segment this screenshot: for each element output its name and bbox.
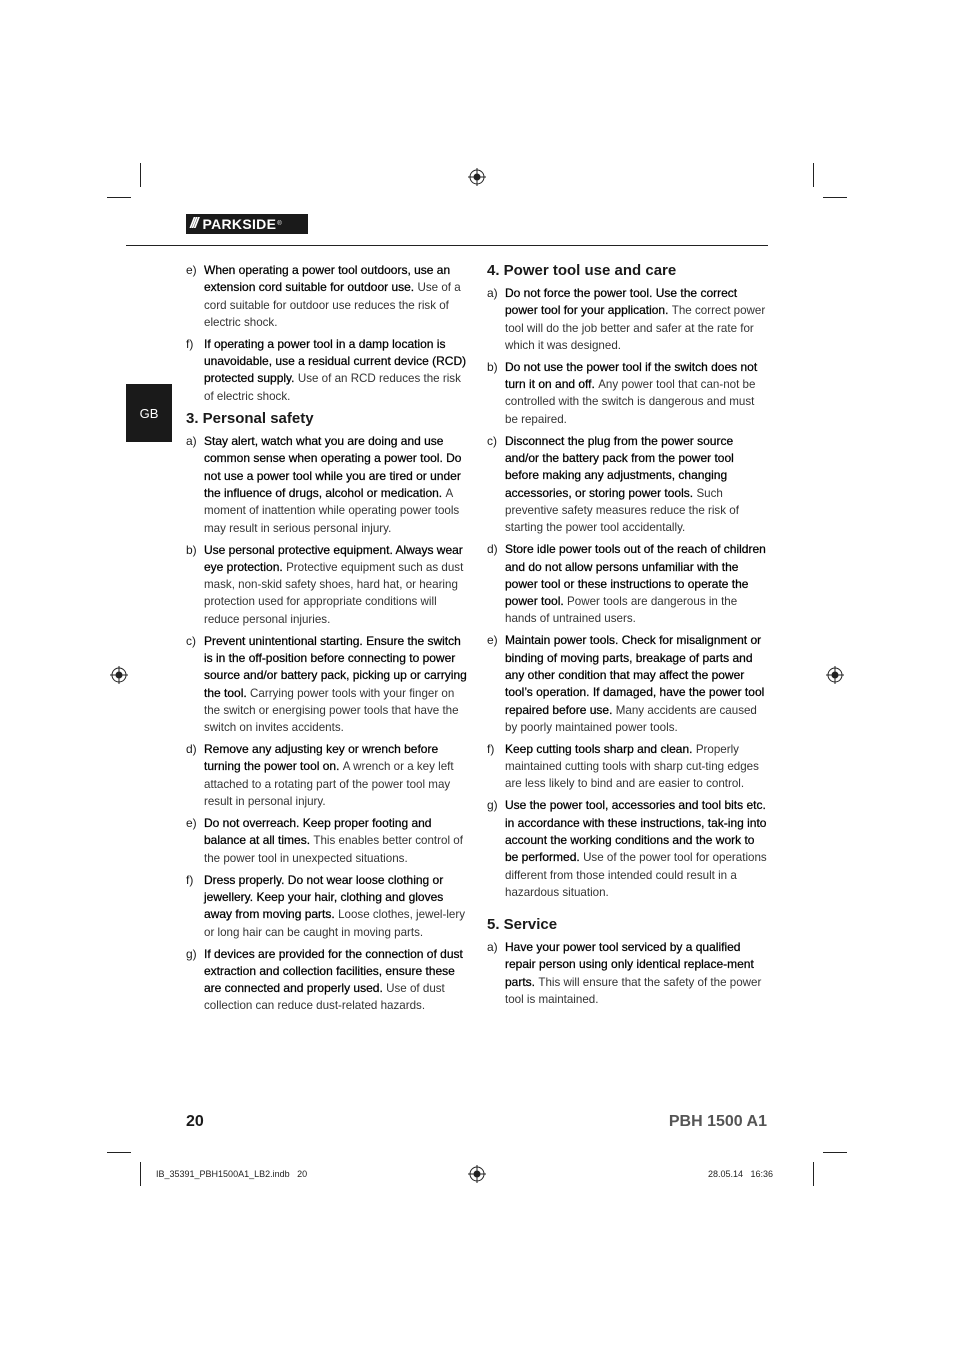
list-item — [186, 741, 468, 810]
item-explanation: A wrench or a key left attached to a rotating part of the power tool may result in personal injury. — [204, 760, 454, 809]
item-explanation: Use of an RCD reduces the risk of electric shock. — [204, 372, 461, 403]
item-label: a) — [186, 434, 197, 449]
registration-mark-icon — [468, 1165, 486, 1183]
registered-mark: ® — [277, 221, 282, 227]
item-instruction: Disconnect the plug from the power source and/or the battery pack from the power tool before making any adjustments, changing accessories, or storing power tools. — [505, 433, 734, 500]
item-instruction: Use personal protective equipment. Always wear eye protection. — [204, 542, 463, 574]
item-label: f) — [186, 872, 194, 887]
item-explanation: The correct power tool will do the job better and safer at the rate for which it was designed. — [505, 304, 766, 352]
header-rule — [126, 245, 768, 246]
item-instruction: When operating a power tool outdoors, use an extension cord suitable for outdoor use. — [204, 263, 451, 295]
list-item — [186, 433, 468, 537]
brand-logo — [186, 214, 308, 234]
item-instruction: Maintain power tools. Check for misalignment or binding of moving parts, breakage of parts and any other condition that may affect the power tool’s operation. If damaged, have the power tool repaired before use. — [505, 633, 765, 717]
list-item — [487, 359, 769, 428]
item-label: a) — [487, 939, 498, 954]
item-label: g) — [186, 946, 197, 961]
item-explanation: Many accidents are caused by poorly maintained power tools. — [505, 703, 757, 734]
item-explanation: Any power tool that can-not be controlled with the switch is dangerous and must be repaired. — [505, 378, 756, 426]
item-instruction: Store idle power tools out of the reach of children and do not allow persons unfamiliar with the power tool or these instructions to operate the power tool. — [505, 542, 766, 609]
item-instruction: Have your power tool serviced by a qualified repair person using only identical replace-ment parts. — [505, 939, 754, 989]
list-item — [186, 815, 468, 867]
page-number: 20 — [186, 1113, 204, 1130]
list-item — [487, 741, 769, 793]
item-explanation: This will ensure that the safety of the power tool is maintained. — [505, 975, 762, 1006]
item-label: c) — [186, 633, 196, 648]
item-label: d) — [487, 542, 498, 557]
list-item — [487, 433, 769, 537]
item-label: b) — [487, 359, 498, 374]
item-label: g) — [487, 798, 498, 813]
print-slug-file: IB_35391_PBH1500A1_LB2.indb 20 — [156, 1169, 308, 1179]
crop-mark — [140, 163, 141, 187]
item-explanation: Protective equipment such as dust mask, non-skid safety shoes, hard hat, or hearing protection used for appropriate conditions will reduce personal injuries. — [204, 560, 464, 626]
item-instruction: Prevent unintentional starting. Ensure the switch is in the off-position before connecting to power source and/or battery pack, picking up or carrying the tool. — [204, 633, 467, 700]
crop-mark — [107, 197, 131, 198]
list-item — [186, 336, 468, 405]
item-explanation: This enables better control of the power tool in unexpected situations. — [204, 834, 463, 865]
item-label: e) — [487, 633, 498, 648]
item-explanation: Carrying power tools with your finger on the switch or energising power tools that have the switch on invites accidents. — [204, 686, 459, 735]
crop-mark — [140, 1162, 141, 1186]
item-label: b) — [186, 542, 197, 557]
item-instruction: Do not force the power tool. Use the correct power tool for your application. — [505, 286, 738, 318]
crop-mark — [823, 197, 847, 198]
list-item — [186, 872, 468, 941]
item-explanation: Use of dust collection can reduce dust-related hazards. — [204, 982, 445, 1013]
model-name: PBH 1500 A1 — [668, 1113, 767, 1130]
item-label: a) — [487, 286, 498, 300]
item-instruction: If operating a power tool in a damp location is unavoidable, use a residual current device (RCD) protected supply. — [204, 336, 467, 386]
item-instruction: Keep cutting tools sharp and clean. — [505, 741, 693, 756]
item-explanation: Properly maintained cutting tools with sharp cut-ting edges are less likely to bind and are easier to control. — [505, 742, 759, 791]
item-instruction: Stay alert, watch what you are doing and use common sense when operating a power tool. Do not use a power tool while you are tired or under the influence of drugs, alcohol or medication. — [204, 434, 462, 500]
item-explanation: Use of a cord suitable for outdoor use reduces the risk of electric shock. — [204, 281, 461, 329]
item-label: d) — [186, 742, 197, 757]
item-instruction: Dress properly. Do not wear loose clothing or jewellery. Keep your hair, clothing and gloves away from moving parts. — [204, 872, 444, 922]
registration-mark-icon — [826, 666, 844, 684]
item-label: e) — [186, 816, 197, 831]
crop-mark — [813, 1162, 814, 1186]
section-title: 3. Personal safety — [186, 410, 314, 428]
crop-mark — [823, 1152, 847, 1153]
item-explanation: Power tools are dangerous in the hands of untrained users. — [505, 595, 738, 626]
item-label: f) — [487, 741, 495, 756]
item-instruction: Use the power tool, accessories and tool bits etc. in accordance with these instructions, tak-ing into account the working conditions and the work to be performed. — [505, 798, 767, 865]
item-instruction: If devices are provided for the connection of dust extraction and collection facilities, ensure these are connected and properly used. — [204, 946, 463, 996]
right-column — [487, 262, 769, 1013]
section-title: 4. Power tool use and care — [487, 262, 677, 279]
list-item — [186, 542, 468, 628]
logo-slashes: /// — [190, 215, 197, 232]
item-label: f) — [186, 336, 194, 351]
list-item — [487, 285, 769, 354]
crop-mark — [813, 163, 814, 187]
item-instruction: Remove any adjusting key or wrench before turning the power tool on. — [204, 742, 439, 774]
list-item — [186, 946, 468, 1015]
print-slug-date: 28.05.14 16:36 — [708, 1169, 774, 1179]
item-explanation: A moment of inattention while operating power tools may result in serious personal injury. — [204, 486, 460, 535]
item-explanation: Loose clothes, jewel-lery or long hair can be caught in moving parts. — [204, 908, 466, 939]
list-item — [186, 262, 468, 331]
list-item — [487, 797, 769, 901]
list-item — [186, 633, 468, 737]
registration-mark-icon — [468, 168, 486, 186]
language-tab: GB — [126, 384, 172, 442]
list-item — [487, 541, 769, 627]
left-column — [186, 262, 468, 1019]
item-label: e) — [186, 263, 197, 277]
item-instruction: Do not use the power tool if the switch does not turn it on and off. — [505, 359, 758, 392]
list-item — [487, 939, 769, 1008]
item-explanation: Such preventive safety measures reduce the risk of starting the power tool accidentally. — [505, 486, 739, 535]
crop-mark — [107, 1152, 131, 1153]
logo-text: PARKSIDE — [202, 216, 277, 232]
item-instruction: Do not overreach. Keep proper footing and balance at all times. — [204, 816, 432, 848]
registration-mark-icon — [110, 666, 128, 684]
section-title: 5. Service — [487, 915, 558, 933]
list-item — [487, 632, 769, 736]
item-explanation: Use of the power tool for operations different from those intended could result in a hazardous situation. — [505, 851, 767, 899]
item-label: c) — [487, 433, 497, 448]
